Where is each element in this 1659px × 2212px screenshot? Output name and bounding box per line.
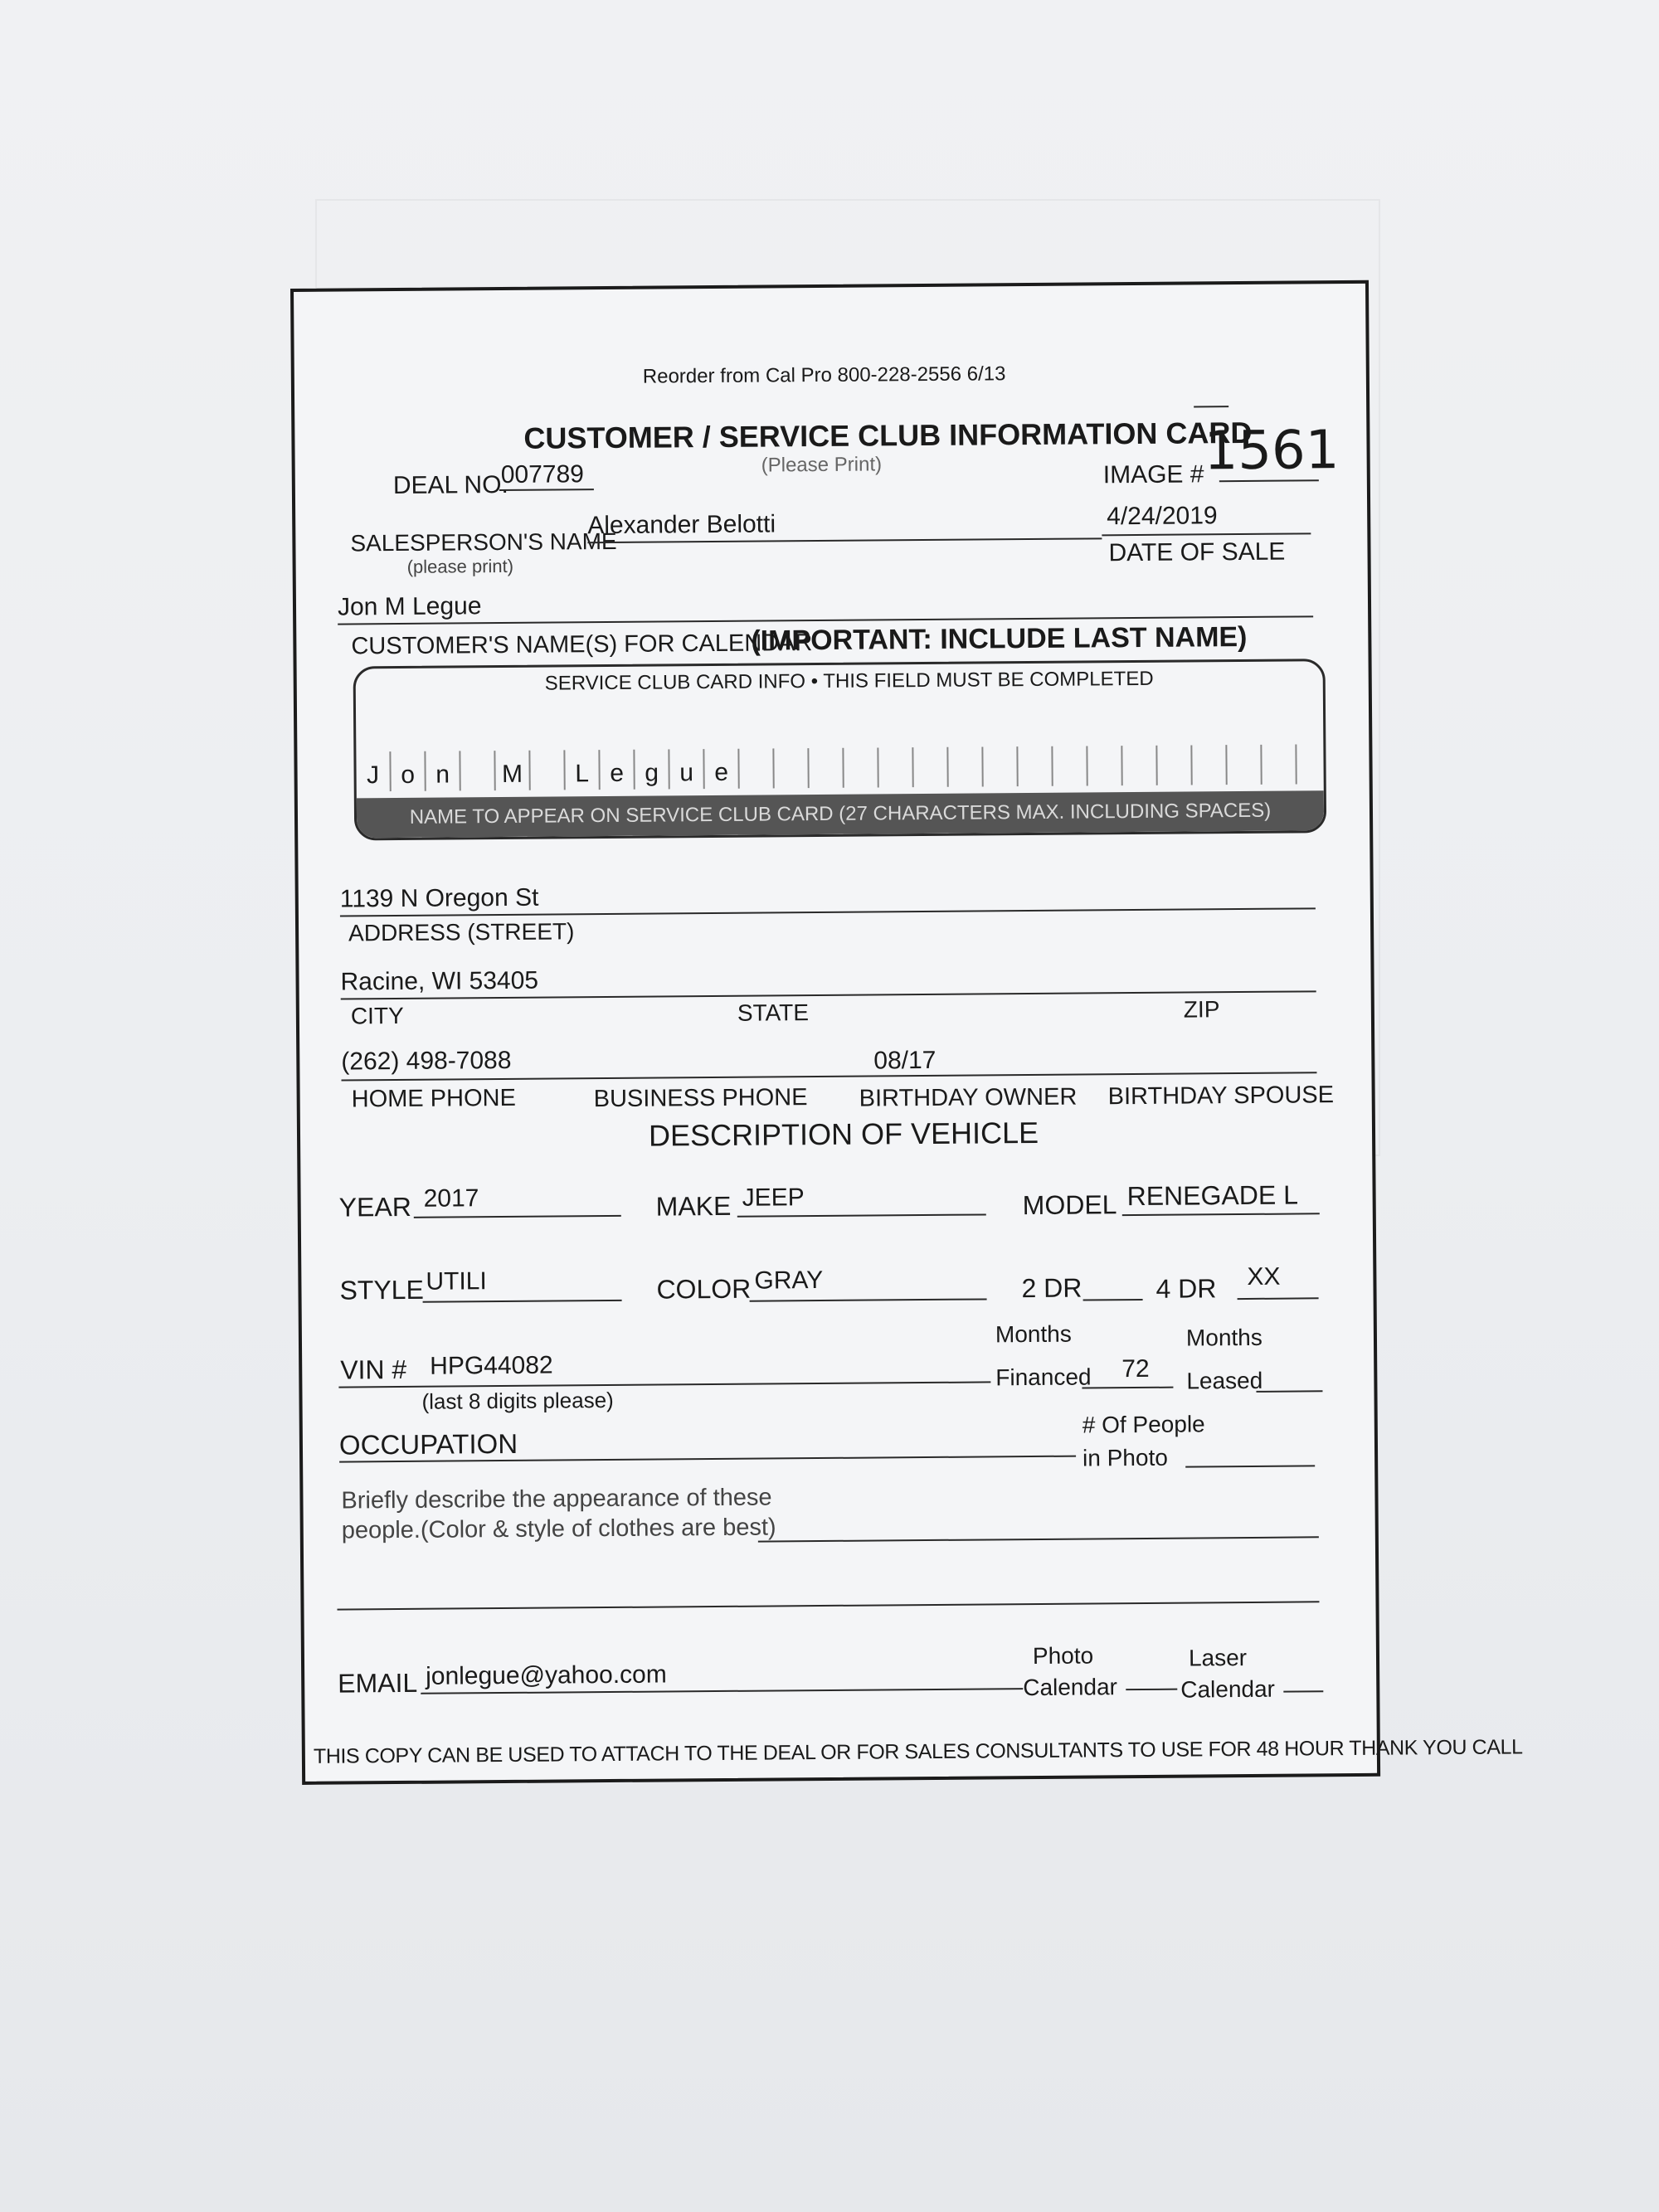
laser-calendar-line [1283,1690,1323,1692]
financed-value: 72 [1121,1354,1150,1383]
service-club-character-cell: L [565,750,600,790]
service-club-character-cell [913,747,948,787]
deal-number-value: 007789 [500,460,585,489]
service-club-box [353,659,1327,840]
salesperson-label: SALESPERSON'S NAME [350,527,617,557]
street-value: 1139 N Oregon St [339,883,539,913]
laser-calendar-label-1: Laser [1188,1644,1248,1671]
service-club-character-cell [1087,746,1122,785]
vin-line [338,1381,990,1388]
birthday-spouse-label: BIRTHDAY SPOUSE [1107,1082,1335,1111]
deal-number-label: DEAL NO. [392,470,508,500]
service-club-character-cell [844,747,878,787]
service-club-character-cell: J [356,751,391,791]
photo-calendar-label-1: Photo [1032,1642,1094,1670]
customer-name-important: (IMPORTANT: INCLUDE LAST NAME) [751,620,1248,657]
street-label: ADDRESS (STREET) [348,918,575,946]
date-of-sale-label: DATE OF SALE [1108,537,1286,567]
four-door-label: 4 DR [1155,1273,1217,1304]
date-of-sale-value: 4/24/2019 [1107,502,1218,531]
service-club-character-cell [1122,746,1157,785]
service-club-character-cell [878,747,913,787]
customer-name-value: Jon M Legue [337,592,482,621]
financed-line [1082,1387,1173,1389]
service-club-character-cell [809,748,844,788]
service-club-character-cell: u [669,749,704,789]
service-club-character-cell [739,748,774,788]
service-club-character-cell: e [704,749,739,789]
two-door-label: 2 DR [1021,1272,1082,1304]
color-label: COLOR [656,1273,752,1305]
salesperson-hint: (please print) [406,555,514,577]
image-number-tick [1194,406,1228,407]
model-label: MODEL [1022,1189,1117,1221]
service-club-character-cell: e [600,750,635,790]
year-label: YEAR [338,1191,411,1223]
service-club-character-cell [1053,746,1087,785]
color-value: GRAY [754,1266,824,1295]
date-of-sale-line [1102,532,1311,536]
service-club-character-cell [948,746,983,786]
service-club-character-cell [1227,745,1262,785]
card-footer: THIS COPY CAN BE USED TO ATTACH TO THE DEAL OR FOR SALES CONSULTANTS TO USE FOR 48 HOUR THANK YOU CALL [313,1735,1523,1768]
service-club-character-cell [460,751,495,790]
service-club-character-cell [983,746,1018,786]
color-line [750,1298,987,1301]
customer-name-label: CUSTOMER'S NAME(S) FOR CALENDAR [351,630,813,660]
service-club-character-cell [774,748,809,788]
people-in-photo-line [1185,1465,1315,1467]
leased-label: Leased [1186,1367,1263,1394]
make-line [737,1213,986,1217]
vin-hint: (last 8 digits please) [421,1387,614,1414]
vin-value: HPG44082 [430,1351,553,1380]
model-line [1122,1213,1320,1216]
laser-calendar-label-2: Calendar [1180,1675,1276,1703]
people-in-photo-label-2: in Photo [1082,1444,1168,1471]
photo-calendar-label-2: Calendar [1023,1674,1118,1701]
describe-extra-line [338,1601,1320,1610]
service-club-character-cell [530,750,565,790]
home-phone-label: HOME PHONE [351,1084,516,1113]
year-line [414,1215,621,1218]
months-financed-label-top: Months [995,1320,1072,1348]
city-label: CITY [350,1002,404,1029]
zip-label: ZIP [1183,996,1220,1023]
service-club-character-cell: g [635,749,669,789]
birthday-owner-label: BIRTHDAY OWNER [859,1083,1078,1112]
please-print-note: (Please Print) [761,453,883,477]
service-club-character-cell [1018,746,1053,786]
year-value: 2017 [423,1184,479,1213]
two-door-line [1083,1299,1143,1301]
email-value: jonlegue@yahoo.com [426,1660,667,1690]
four-door-line [1238,1297,1319,1300]
service-club-character-cells [356,745,1268,792]
service-club-character-cell [1262,744,1297,784]
reorder-text: Reorder from Cal Pro 800-228-2556 6/13 [642,362,1006,388]
style-label: STYLE [339,1274,424,1305]
style-value: UTILI [426,1267,487,1296]
business-phone-label: BUSINESS PHONE [593,1084,808,1113]
service-club-character-cell: M [495,751,530,790]
four-door-value: XX [1247,1262,1281,1291]
image-number-line [1219,479,1319,482]
card-title: CUSTOMER / SERVICE CLUB INFORMATION CARD [523,415,1253,455]
describe-people-line [758,1536,1319,1542]
style-line [423,1300,622,1303]
home-phone-value: (262) 498-7088 [341,1046,512,1076]
customer-information-card [290,280,1523,1785]
vin-label: VIN # [340,1354,407,1385]
service-club-character-cell: n [426,751,460,790]
model-value: RENEGADE L [1126,1179,1299,1212]
make-label: MAKE [655,1190,732,1222]
service-club-character-cell: o [391,751,426,791]
people-in-photo-label-1: # Of People [1082,1411,1205,1438]
deal-number-line [499,489,594,491]
state-label: STATE [737,999,810,1026]
service-club-footer: NAME TO APPEAR ON SERVICE CLUB CARD (27 CHARACTERS MAX. INCLUDING SPACES) [357,790,1324,838]
service-club-character-cell [1157,745,1192,785]
city-value: Racine, WI 53405 [340,966,539,996]
describe-people-line-1: Briefly describe the appearance of these [341,1484,772,1514]
salesperson-value: Alexander Belotti [587,510,776,540]
months-leased-label-top: Months [1185,1324,1262,1351]
describe-people-line-2: people.(Color & style of clothes are best) [341,1514,776,1544]
birthday-owner-value: 08/17 [873,1046,937,1075]
service-club-header: SERVICE CLUB CARD INFO • THIS FIELD MUST BE COMPLETED [544,667,1154,695]
photo-calendar-line [1126,1689,1177,1690]
make-value: JEEP [742,1184,805,1212]
image-number-label: IMAGE # [1102,460,1204,489]
vehicle-section-title: DESCRIPTION OF VEHICLE [648,1115,1039,1153]
occupation-label: OCCUPATION [338,1427,518,1461]
image-number-value: 1561 [1204,420,1340,483]
leased-line [1256,1390,1322,1393]
service-club-character-cell [1192,745,1227,785]
email-label: EMAIL [338,1667,418,1699]
financed-label: Financed [995,1364,1092,1391]
